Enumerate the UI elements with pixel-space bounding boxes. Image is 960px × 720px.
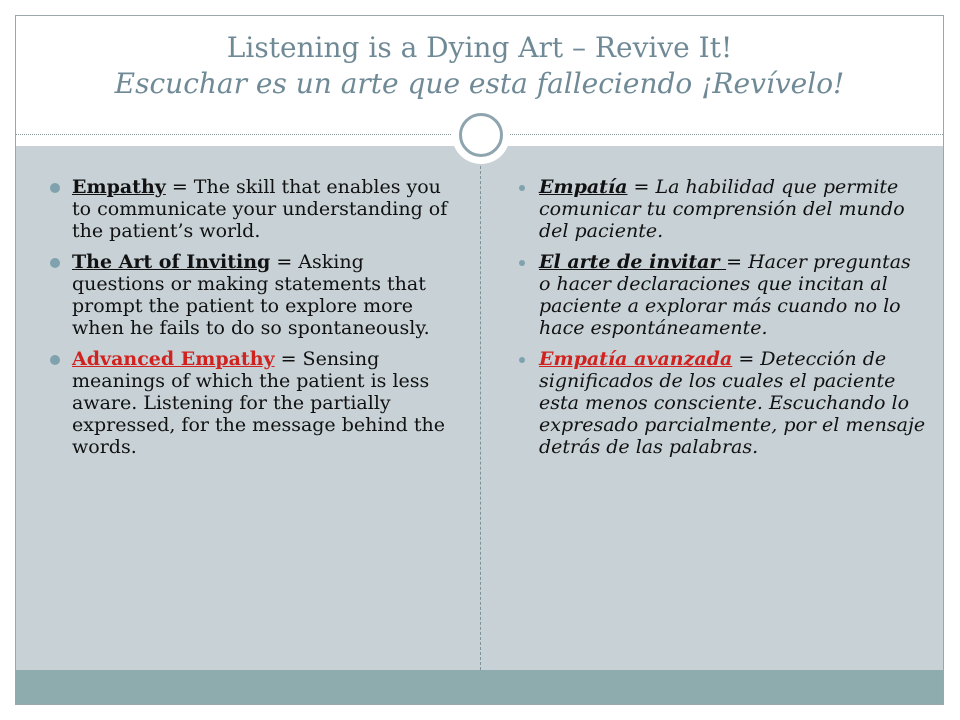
definition-text: = Detección de significados de los cuales el paciente esta menos consciente. Escuchando lo expresado parcialmente, por el mensaje detrás de las palabras. [539, 348, 926, 458]
term-advanced-empathy: Advanced Empathy [72, 348, 275, 370]
title-english: Listening is a Dying Art – Revive It! [226, 31, 733, 64]
list-item [50, 176, 460, 242]
definition-text: = Sensing meanings of which the patient is less aware. Listening for the partially expressed, for the message behind the words. [72, 348, 445, 458]
definition-text: = Hacer preguntas o hacer declaraciones que incitan al paciente a explorar más cuando no lo hace espontáneamente. [539, 251, 911, 339]
definition-text: = The skill that enables you to communicate your understanding of the patient’s world. [72, 176, 448, 242]
list-item [50, 348, 460, 458]
definition-text: = La habilidad que permite comunicar tu comprensión del mundo del paciente. [539, 176, 905, 242]
list-item [517, 348, 927, 458]
footer-band [16, 670, 943, 704]
term-empatia: Empatía [539, 176, 628, 198]
ring-icon [459, 113, 503, 157]
bullet-icon [50, 183, 60, 193]
bullet-icon [50, 355, 60, 365]
term-art-of-inviting: The Art of Inviting [72, 251, 271, 273]
term-empatia-avanzada: Empatía avanzada [539, 348, 733, 370]
spanish-column [517, 176, 927, 467]
list-item [517, 251, 927, 339]
term-empathy: Empathy [72, 176, 166, 198]
english-column [50, 176, 460, 467]
term-arte-de-invitar: El arte de invitar [539, 251, 727, 273]
bullet-icon [50, 258, 60, 268]
bullet-icon [519, 260, 525, 266]
definition-text: = Asking questions or making statements that prompt the patient to explore more when he fails to do so spontaneously. [72, 251, 430, 339]
list-item [50, 251, 460, 339]
column-divider [480, 146, 481, 670]
bullet-icon [519, 357, 525, 363]
list-item [517, 176, 927, 242]
title-spanish: Escuchar es un arte que esta falleciendo ¡Revívelo! [114, 67, 845, 100]
bullet-icon [519, 185, 525, 191]
